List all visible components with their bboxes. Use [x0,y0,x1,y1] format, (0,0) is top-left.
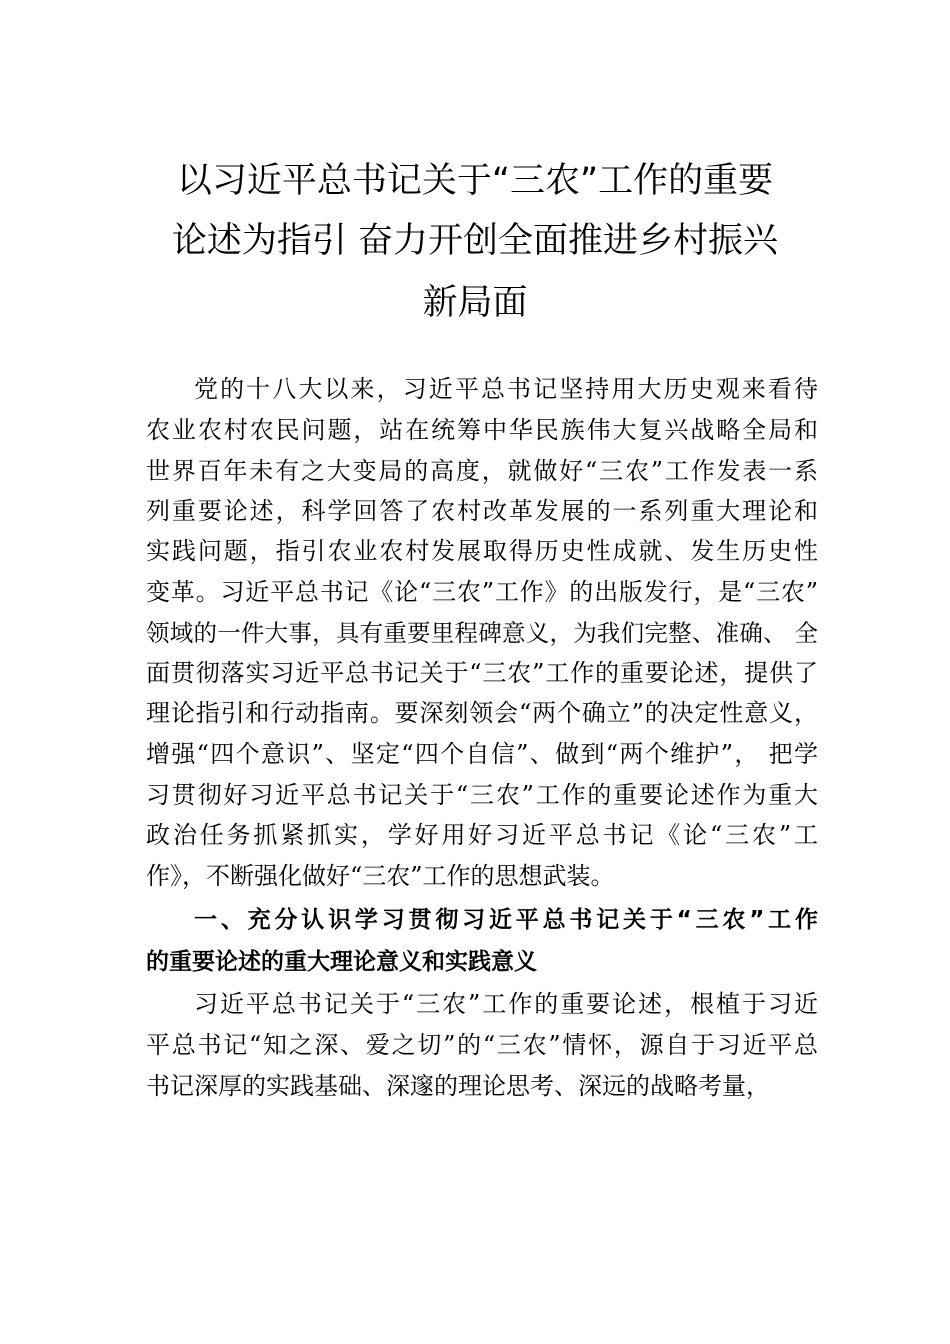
title-line-3: 新局面 [422,283,528,323]
paragraph-1-line: 理论指引和行动指南。要深刻领会“两个确立”的决定性意义， [146,699,818,727]
paragraph-1-line: 增强“四个意识”、坚定“四个自信”、做到“两个维护”， 把学 [146,740,818,768]
paragraph-1-line: 作》，不断强化做好“三农”工作的思想武装。 [146,862,615,890]
paragraph-1-line: 面贯彻落实习近平总书记关于“三农”工作的重要论述，提供了 [146,659,818,687]
paragraph-2-line: 习近平总书记关于“三农”工作的重要论述，根植于习近 [194,990,818,1018]
paragraph-1-line: 党的十八大以来，习近平总书记坚持用大历史观来看待 [194,375,818,403]
paragraph-2-line: 书记深厚的实践基础、深邃的理论思考、深远的战略考量， [146,1072,770,1100]
paragraph-1-line: 实践问题，指引农业农村发展取得历史性成就、发生历史性 [146,537,818,565]
paragraph-1-line: 习贯彻好习近平总书记关于“三农”工作的重要论述作为重大 [146,781,818,809]
paragraph-1-line: 世界百年未有之大变局的高度，就做好“三农”工作发表一系 [146,457,818,485]
title-line-2: 论述为指引 奋力开创全面推进乡村振兴 [171,221,779,261]
paragraph-1-line: 领域的一件大事，具有重要里程碑意义，为我们完整、准确、 全 [146,619,818,647]
paragraph-1-line: 列重要论述，科学回答了农村改革发展的一系列重大理论和 [146,497,818,525]
section-heading-1-line: 一、充分认识学习贯彻习近平总书记关于“三农”工作 [194,907,818,933]
paragraph-1-line: 变革。习近平总书记《论“三农”工作》的出版发行，是“三农” [146,578,818,606]
section-heading-1-line: 的重要论述的重大理论意义和实践意义 [146,949,537,975]
title-line-1: 以习近平总书记关于“三农”工作的重要 [176,161,774,201]
paragraph-1-line: 政治任务抓紧抓实，学好用好习近平总书记《论“三农”工 [146,821,818,849]
paragraph-1-line: 农业农村农民问题，站在统筹中华民族伟大复兴战略全局和 [146,416,818,444]
paragraph-2-line: 平总书记“知之深、爱之切”的“三农”情怀，源自于习近平总 [146,1031,818,1059]
